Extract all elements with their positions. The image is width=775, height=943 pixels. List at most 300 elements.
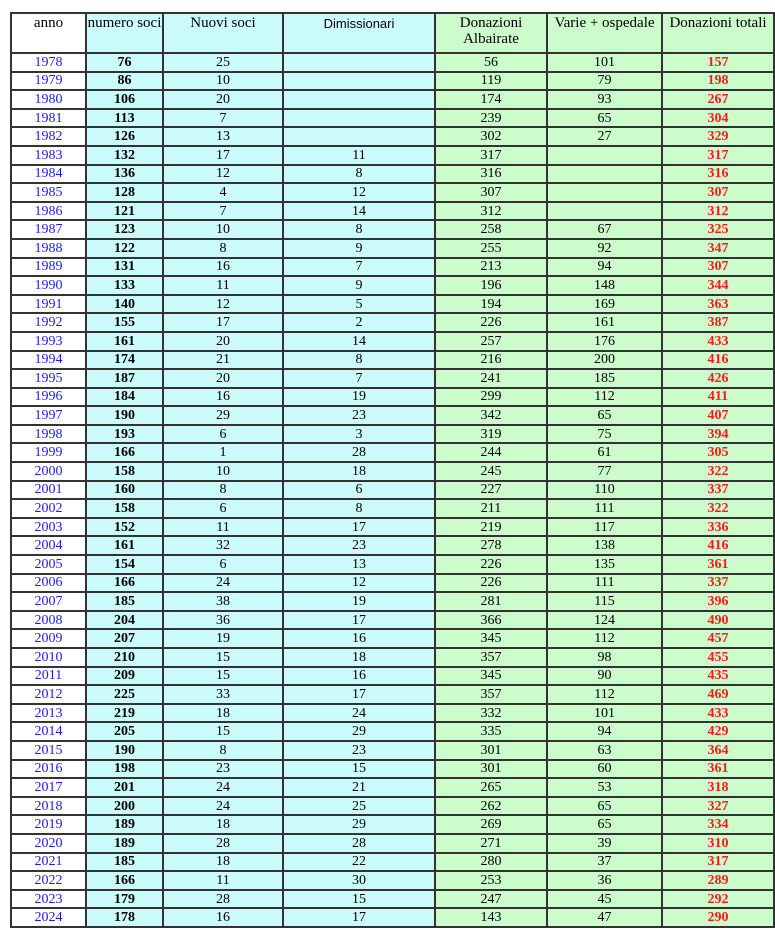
- cell-anno: 2001: [11, 481, 86, 500]
- cell-nuovi-soci: 8: [163, 481, 283, 500]
- cell-dimissionari: 11: [283, 146, 435, 165]
- cell-donazioni-albairate: 119: [435, 72, 547, 91]
- cell-nuovi-soci: 10: [163, 220, 283, 239]
- table-row: [11, 146, 774, 165]
- table-row: [11, 760, 774, 779]
- cell-numero-soci: 122: [86, 239, 163, 258]
- cell-donazioni-albairate: 271: [435, 834, 547, 853]
- cell-nuovi-soci: 29: [163, 406, 283, 425]
- cell-anno: 1981: [11, 109, 86, 128]
- header-donazioni-albairate: Donazioni Albairate: [435, 13, 547, 53]
- cell-donazioni-totali: 198: [662, 72, 774, 91]
- cell-donazioni-albairate: 357: [435, 648, 547, 667]
- cell-dimissionari: 16: [283, 629, 435, 648]
- table-row: [11, 258, 774, 277]
- cell-numero-soci: 166: [86, 871, 163, 890]
- cell-numero-soci: 209: [86, 667, 163, 686]
- cell-anno: 1999: [11, 443, 86, 462]
- cell-donazioni-totali: 344: [662, 276, 774, 295]
- cell-donazioni-totali: 290: [662, 908, 774, 927]
- cell-donazioni-albairate: 342: [435, 406, 547, 425]
- table-row: [11, 462, 774, 481]
- cell-dimissionari: 14: [283, 332, 435, 351]
- cell-nuovi-soci: 20: [163, 332, 283, 351]
- cell-anno: 2006: [11, 574, 86, 593]
- cell-varie-ospedale: 200: [547, 351, 662, 370]
- cell-dimissionari: [283, 109, 435, 128]
- cell-dimissionari: 15: [283, 890, 435, 909]
- cell-anno: 2007: [11, 592, 86, 611]
- cell-dimissionari: 15: [283, 760, 435, 779]
- cell-varie-ospedale: 77: [547, 462, 662, 481]
- donations-table: [10, 12, 775, 928]
- cell-donazioni-totali: 322: [662, 499, 774, 518]
- cell-varie-ospedale: 117: [547, 518, 662, 537]
- cell-donazioni-totali: 433: [662, 704, 774, 723]
- cell-dimissionari: 13: [283, 555, 435, 574]
- table-row: [11, 629, 774, 648]
- cell-nuovi-soci: 11: [163, 871, 283, 890]
- cell-dimissionari: 3: [283, 425, 435, 444]
- cell-donazioni-albairate: 216: [435, 351, 547, 370]
- cell-donazioni-totali: 426: [662, 369, 774, 388]
- cell-donazioni-totali: 433: [662, 332, 774, 351]
- table-row: [11, 704, 774, 723]
- cell-anno: 2016: [11, 760, 86, 779]
- cell-numero-soci: 123: [86, 220, 163, 239]
- cell-varie-ospedale: 65: [547, 109, 662, 128]
- cell-numero-soci: 86: [86, 72, 163, 91]
- cell-nuovi-soci: 32: [163, 536, 283, 555]
- cell-varie-ospedale: 124: [547, 611, 662, 630]
- cell-donazioni-albairate: 226: [435, 313, 547, 332]
- cell-nuovi-soci: 19: [163, 629, 283, 648]
- cell-donazioni-totali: 312: [662, 202, 774, 221]
- cell-nuovi-soci: 6: [163, 499, 283, 518]
- cell-nuovi-soci: 38: [163, 592, 283, 611]
- cell-donazioni-albairate: 319: [435, 425, 547, 444]
- cell-numero-soci: 189: [86, 834, 163, 853]
- cell-dimissionari: 21: [283, 778, 435, 797]
- cell-anno: 2010: [11, 648, 86, 667]
- cell-varie-ospedale: 101: [547, 53, 662, 72]
- table-row: [11, 481, 774, 500]
- cell-dimissionari: 9: [283, 276, 435, 295]
- cell-dimissionari: 29: [283, 722, 435, 741]
- table-row: [11, 183, 774, 202]
- cell-nuovi-soci: 21: [163, 351, 283, 370]
- cell-varie-ospedale: 47: [547, 908, 662, 927]
- cell-nuovi-soci: 12: [163, 295, 283, 314]
- table-row: [11, 72, 774, 91]
- table-row: [11, 871, 774, 890]
- cell-varie-ospedale: 65: [547, 406, 662, 425]
- cell-donazioni-totali: 317: [662, 146, 774, 165]
- cell-donazioni-totali: 490: [662, 611, 774, 630]
- cell-donazioni-albairate: 241: [435, 369, 547, 388]
- cell-nuovi-soci: 7: [163, 202, 283, 221]
- cell-dimissionari: 12: [283, 574, 435, 593]
- table-row: [11, 815, 774, 834]
- table-row: [11, 648, 774, 667]
- cell-donazioni-totali: 267: [662, 90, 774, 109]
- cell-dimissionari: 16: [283, 667, 435, 686]
- cell-donazioni-totali: 387: [662, 313, 774, 332]
- table-row: [11, 667, 774, 686]
- table-row: [11, 592, 774, 611]
- cell-nuovi-soci: 11: [163, 276, 283, 295]
- cell-anno: 1993: [11, 332, 86, 351]
- cell-varie-ospedale: 111: [547, 574, 662, 593]
- cell-numero-soci: 131: [86, 258, 163, 277]
- table-row: [11, 741, 774, 760]
- cell-donazioni-totali: 337: [662, 481, 774, 500]
- cell-varie-ospedale: [547, 202, 662, 221]
- cell-varie-ospedale: 98: [547, 648, 662, 667]
- cell-anno: 2005: [11, 555, 86, 574]
- cell-dimissionari: 17: [283, 685, 435, 704]
- cell-varie-ospedale: 92: [547, 239, 662, 258]
- cell-donazioni-albairate: 239: [435, 109, 547, 128]
- cell-donazioni-albairate: 280: [435, 853, 547, 872]
- cell-donazioni-albairate: 312: [435, 202, 547, 221]
- donations-table-container: [10, 12, 767, 930]
- cell-donazioni-totali: 411: [662, 388, 774, 407]
- cell-nuovi-soci: 10: [163, 462, 283, 481]
- cell-nuovi-soci: 24: [163, 797, 283, 816]
- cell-nuovi-soci: 12: [163, 165, 283, 184]
- cell-numero-soci: 166: [86, 443, 163, 462]
- cell-dimissionari: 9: [283, 239, 435, 258]
- cell-numero-soci: 205: [86, 722, 163, 741]
- table-row: [11, 239, 774, 258]
- cell-nuovi-soci: 15: [163, 667, 283, 686]
- cell-nuovi-soci: 18: [163, 853, 283, 872]
- cell-dimissionari: 23: [283, 406, 435, 425]
- cell-numero-soci: 166: [86, 574, 163, 593]
- cell-nuovi-soci: 16: [163, 258, 283, 277]
- cell-anno: 2014: [11, 722, 86, 741]
- cell-dimissionari: 17: [283, 908, 435, 927]
- cell-numero-soci: 190: [86, 741, 163, 760]
- table-row: [11, 388, 774, 407]
- cell-anno: 2019: [11, 815, 86, 834]
- header-varie-ospedale: Varie + ospedale: [547, 13, 662, 53]
- table-row: [11, 518, 774, 537]
- cell-varie-ospedale: 135: [547, 555, 662, 574]
- cell-varie-ospedale: 65: [547, 797, 662, 816]
- cell-donazioni-totali: 305: [662, 443, 774, 462]
- cell-varie-ospedale: 101: [547, 704, 662, 723]
- cell-donazioni-totali: 336: [662, 518, 774, 537]
- cell-varie-ospedale: 39: [547, 834, 662, 853]
- cell-anno: 2000: [11, 462, 86, 481]
- cell-numero-soci: 161: [86, 332, 163, 351]
- cell-numero-soci: 136: [86, 165, 163, 184]
- cell-dimissionari: 24: [283, 704, 435, 723]
- cell-anno: 1987: [11, 220, 86, 239]
- cell-dimissionari: [283, 72, 435, 91]
- cell-donazioni-totali: 292: [662, 890, 774, 909]
- cell-numero-soci: 76: [86, 53, 163, 72]
- cell-numero-soci: 154: [86, 555, 163, 574]
- cell-donazioni-totali: 363: [662, 295, 774, 314]
- cell-numero-soci: 140: [86, 295, 163, 314]
- cell-donazioni-totali: 334: [662, 815, 774, 834]
- table-row: [11, 778, 774, 797]
- cell-numero-soci: 161: [86, 536, 163, 555]
- cell-dimissionari: 7: [283, 258, 435, 277]
- cell-donazioni-albairate: 211: [435, 499, 547, 518]
- cell-donazioni-albairate: 56: [435, 53, 547, 72]
- cell-nuovi-soci: 15: [163, 648, 283, 667]
- table-body: [11, 53, 774, 927]
- cell-varie-ospedale: 65: [547, 815, 662, 834]
- table-row: [11, 53, 774, 72]
- cell-nuovi-soci: 4: [163, 183, 283, 202]
- cell-donazioni-albairate: 301: [435, 741, 547, 760]
- cell-donazioni-totali: 429: [662, 722, 774, 741]
- cell-varie-ospedale: 45: [547, 890, 662, 909]
- cell-donazioni-albairate: 316: [435, 165, 547, 184]
- table-row: [11, 313, 774, 332]
- cell-numero-soci: 121: [86, 202, 163, 221]
- cell-nuovi-soci: 16: [163, 388, 283, 407]
- cell-varie-ospedale: 169: [547, 295, 662, 314]
- cell-dimissionari: 30: [283, 871, 435, 890]
- cell-anno: 2008: [11, 611, 86, 630]
- cell-nuovi-soci: 13: [163, 127, 283, 146]
- cell-nuovi-soci: 16: [163, 908, 283, 927]
- cell-donazioni-totali: 416: [662, 351, 774, 370]
- header-donazioni-totali: Donazioni totali: [662, 13, 774, 53]
- cell-varie-ospedale: 115: [547, 592, 662, 611]
- cell-varie-ospedale: 94: [547, 258, 662, 277]
- cell-anno: 1998: [11, 425, 86, 444]
- cell-numero-soci: 210: [86, 648, 163, 667]
- cell-anno: 1988: [11, 239, 86, 258]
- cell-varie-ospedale: 148: [547, 276, 662, 295]
- cell-nuovi-soci: 24: [163, 574, 283, 593]
- cell-anno: 1985: [11, 183, 86, 202]
- header-dimissionari: Dimissionari: [283, 13, 435, 53]
- cell-varie-ospedale: 111: [547, 499, 662, 518]
- cell-numero-soci: 185: [86, 592, 163, 611]
- cell-donazioni-totali: 329: [662, 127, 774, 146]
- cell-donazioni-albairate: 269: [435, 815, 547, 834]
- table-row: [11, 332, 774, 351]
- cell-donazioni-albairate: 255: [435, 239, 547, 258]
- table-row: [11, 443, 774, 462]
- cell-donazioni-albairate: 262: [435, 797, 547, 816]
- cell-nuovi-soci: 17: [163, 313, 283, 332]
- cell-nuovi-soci: 11: [163, 518, 283, 537]
- cell-dimissionari: 7: [283, 369, 435, 388]
- cell-nuovi-soci: 15: [163, 722, 283, 741]
- cell-donazioni-totali: 394: [662, 425, 774, 444]
- cell-donazioni-totali: 307: [662, 183, 774, 202]
- cell-numero-soci: 225: [86, 685, 163, 704]
- cell-anno: 2011: [11, 667, 86, 686]
- cell-numero-soci: 207: [86, 629, 163, 648]
- cell-varie-ospedale: 93: [547, 90, 662, 109]
- cell-varie-ospedale: 94: [547, 722, 662, 741]
- cell-numero-soci: 133: [86, 276, 163, 295]
- cell-nuovi-soci: 20: [163, 369, 283, 388]
- cell-nuovi-soci: 17: [163, 146, 283, 165]
- cell-donazioni-albairate: 194: [435, 295, 547, 314]
- cell-anno: 2022: [11, 871, 86, 890]
- cell-donazioni-albairate: 345: [435, 629, 547, 648]
- cell-donazioni-albairate: 247: [435, 890, 547, 909]
- cell-donazioni-albairate: 258: [435, 220, 547, 239]
- header-numero-soci: numero soci: [86, 13, 163, 53]
- cell-numero-soci: 126: [86, 127, 163, 146]
- table-row: [11, 574, 774, 593]
- cell-anno: 2003: [11, 518, 86, 537]
- cell-donazioni-totali: 407: [662, 406, 774, 425]
- cell-donazioni-totali: 364: [662, 741, 774, 760]
- cell-varie-ospedale: 112: [547, 629, 662, 648]
- cell-donazioni-totali: 304: [662, 109, 774, 128]
- cell-dimissionari: 19: [283, 388, 435, 407]
- cell-donazioni-albairate: 332: [435, 704, 547, 723]
- cell-nuovi-soci: 36: [163, 611, 283, 630]
- cell-varie-ospedale: 67: [547, 220, 662, 239]
- cell-nuovi-soci: 33: [163, 685, 283, 704]
- cell-numero-soci: 113: [86, 109, 163, 128]
- cell-donazioni-albairate: 257: [435, 332, 547, 351]
- table-row: [11, 406, 774, 425]
- table-row: [11, 797, 774, 816]
- table-row: [11, 722, 774, 741]
- table-row: [11, 853, 774, 872]
- cell-dimissionari: 28: [283, 443, 435, 462]
- cell-varie-ospedale: 112: [547, 388, 662, 407]
- cell-numero-soci: 204: [86, 611, 163, 630]
- cell-donazioni-albairate: 302: [435, 127, 547, 146]
- cell-dimissionari: 8: [283, 165, 435, 184]
- cell-nuovi-soci: 25: [163, 53, 283, 72]
- cell-dimissionari: 25: [283, 797, 435, 816]
- cell-anno: 1984: [11, 165, 86, 184]
- cell-donazioni-totali: 337: [662, 574, 774, 593]
- cell-donazioni-albairate: 196: [435, 276, 547, 295]
- cell-donazioni-totali: 316: [662, 165, 774, 184]
- cell-dimissionari: 28: [283, 834, 435, 853]
- cell-donazioni-albairate: 345: [435, 667, 547, 686]
- table-row: [11, 202, 774, 221]
- cell-varie-ospedale: 110: [547, 481, 662, 500]
- table-row: [11, 499, 774, 518]
- cell-anno: 2024: [11, 908, 86, 927]
- cell-donazioni-totali: 317: [662, 853, 774, 872]
- cell-dimissionari: 18: [283, 648, 435, 667]
- cell-donazioni-totali: 361: [662, 760, 774, 779]
- table-row: [11, 834, 774, 853]
- cell-numero-soci: 158: [86, 462, 163, 481]
- cell-varie-ospedale: 176: [547, 332, 662, 351]
- cell-donazioni-totali: 327: [662, 797, 774, 816]
- cell-anno: 2004: [11, 536, 86, 555]
- cell-nuovi-soci: 23: [163, 760, 283, 779]
- cell-varie-ospedale: [547, 183, 662, 202]
- cell-dimissionari: 17: [283, 611, 435, 630]
- cell-varie-ospedale: 185: [547, 369, 662, 388]
- cell-nuovi-soci: 28: [163, 834, 283, 853]
- cell-donazioni-totali: 416: [662, 536, 774, 555]
- cell-anno: 1989: [11, 258, 86, 277]
- cell-donazioni-albairate: 213: [435, 258, 547, 277]
- cell-numero-soci: 160: [86, 481, 163, 500]
- cell-varie-ospedale: 63: [547, 741, 662, 760]
- header-anno: anno: [11, 13, 86, 53]
- cell-donazioni-albairate: 226: [435, 555, 547, 574]
- table-row: [11, 536, 774, 555]
- cell-numero-soci: 190: [86, 406, 163, 425]
- cell-donazioni-albairate: 265: [435, 778, 547, 797]
- header-row: [11, 13, 774, 53]
- cell-dimissionari: 8: [283, 499, 435, 518]
- cell-donazioni-totali: 325: [662, 220, 774, 239]
- cell-anno: 1978: [11, 53, 86, 72]
- cell-donazioni-albairate: 226: [435, 574, 547, 593]
- cell-nuovi-soci: 8: [163, 741, 283, 760]
- cell-anno: 1994: [11, 351, 86, 370]
- cell-donazioni-albairate: 335: [435, 722, 547, 741]
- cell-donazioni-albairate: 244: [435, 443, 547, 462]
- cell-dimissionari: 19: [283, 592, 435, 611]
- cell-numero-soci: 158: [86, 499, 163, 518]
- cell-anno: 1979: [11, 72, 86, 91]
- cell-dimissionari: 6: [283, 481, 435, 500]
- cell-dimissionari: 23: [283, 536, 435, 555]
- cell-numero-soci: 174: [86, 351, 163, 370]
- cell-donazioni-albairate: 227: [435, 481, 547, 500]
- cell-donazioni-totali: 469: [662, 685, 774, 704]
- cell-dimissionari: 22: [283, 853, 435, 872]
- cell-donazioni-albairate: 143: [435, 908, 547, 927]
- cell-varie-ospedale: [547, 165, 662, 184]
- cell-numero-soci: 179: [86, 890, 163, 909]
- cell-dimissionari: 23: [283, 741, 435, 760]
- cell-nuovi-soci: 20: [163, 90, 283, 109]
- cell-dimissionari: 12: [283, 183, 435, 202]
- cell-anno: 2018: [11, 797, 86, 816]
- table-row: [11, 220, 774, 239]
- cell-varie-ospedale: 36: [547, 871, 662, 890]
- table-row: [11, 165, 774, 184]
- cell-donazioni-totali: 310: [662, 834, 774, 853]
- cell-varie-ospedale: 112: [547, 685, 662, 704]
- cell-donazioni-totali: 455: [662, 648, 774, 667]
- cell-dimissionari: [283, 53, 435, 72]
- cell-varie-ospedale: 37: [547, 853, 662, 872]
- cell-numero-soci: 200: [86, 797, 163, 816]
- cell-nuovi-soci: 6: [163, 555, 283, 574]
- cell-dimissionari: 8: [283, 220, 435, 239]
- cell-numero-soci: 106: [86, 90, 163, 109]
- cell-anno: 1982: [11, 127, 86, 146]
- table-header: [11, 13, 774, 53]
- cell-donazioni-albairate: 366: [435, 611, 547, 630]
- cell-donazioni-albairate: 317: [435, 146, 547, 165]
- cell-numero-soci: 128: [86, 183, 163, 202]
- cell-varie-ospedale: 79: [547, 72, 662, 91]
- cell-anno: 1990: [11, 276, 86, 295]
- cell-varie-ospedale: 27: [547, 127, 662, 146]
- table-row: [11, 685, 774, 704]
